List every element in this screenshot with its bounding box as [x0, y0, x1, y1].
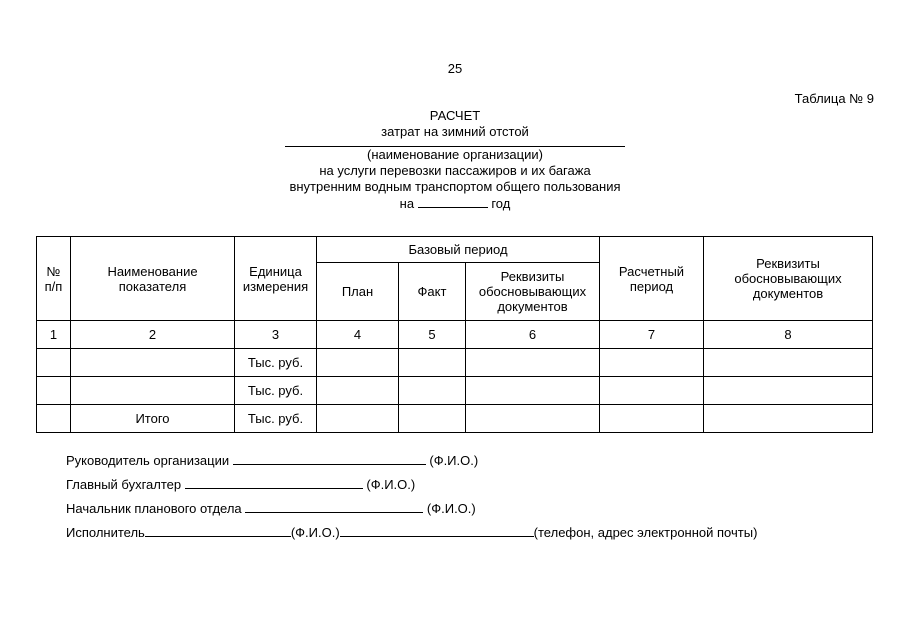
fio-caption: (Ф.И.О.) — [426, 501, 476, 516]
row-name — [71, 377, 235, 405]
column-number: 8 — [704, 321, 873, 349]
row-base-docs — [466, 349, 600, 377]
table-row — [37, 349, 873, 377]
row-name: Итого — [71, 405, 235, 433]
header-base-period: Базовый период — [317, 237, 600, 263]
header-num: № п/п — [37, 237, 71, 321]
signature-blank — [145, 524, 291, 537]
year-suffix: год — [491, 196, 511, 211]
column-number: 2 — [71, 321, 235, 349]
year-blank — [418, 195, 488, 208]
fio-caption: (Ф.И.О.) — [429, 453, 479, 468]
signature-blank — [185, 476, 363, 489]
header-calc-period: Расчетный период — [600, 237, 704, 321]
page-number: 25 — [447, 61, 463, 76]
column-number: 1 — [37, 321, 71, 349]
signature-label: Главный бухгалтер — [66, 477, 182, 492]
header-plan: План — [317, 263, 399, 321]
row-unit: Тыс. руб. — [235, 405, 317, 433]
header-name: Наименование показателя — [71, 237, 235, 321]
contact-blank — [340, 524, 534, 537]
column-number: 4 — [317, 321, 399, 349]
signature-label: Руководитель организации — [66, 453, 230, 468]
column-number: 6 — [466, 321, 600, 349]
table-row — [37, 377, 873, 405]
column-number-row — [37, 321, 873, 349]
signature-head — [66, 452, 478, 468]
signature-blank — [245, 500, 423, 513]
row-num — [37, 405, 71, 433]
row-calc-period — [600, 405, 704, 433]
year-line — [0, 195, 905, 212]
row-docs — [704, 405, 873, 433]
year-prefix: на — [399, 196, 415, 211]
column-number: 7 — [600, 321, 704, 349]
signature-label: Начальник планового отдела — [66, 501, 242, 516]
row-fact — [399, 377, 466, 405]
header-base-docs: Реквизиты обосновывающих документов — [466, 263, 600, 321]
row-docs — [704, 377, 873, 405]
row-docs — [704, 349, 873, 377]
signature-label: Исполнитель — [66, 525, 145, 540]
fio-caption: (Ф.И.О.) — [290, 525, 340, 540]
row-unit: Тыс. руб. — [235, 377, 317, 405]
row-plan — [317, 405, 399, 433]
calculation-table — [36, 236, 873, 433]
total-row — [37, 405, 873, 433]
table-label: Таблица № 9 — [794, 91, 874, 106]
signature-accountant — [66, 476, 415, 492]
row-base-docs — [466, 405, 600, 433]
row-num — [37, 349, 71, 377]
row-calc-period — [600, 377, 704, 405]
row-num — [37, 377, 71, 405]
row-unit: Тыс. руб. — [235, 349, 317, 377]
header-unit: Единица измерения — [235, 237, 317, 321]
document-title — [0, 108, 905, 212]
signature-planning — [66, 500, 476, 516]
signature-executor — [66, 524, 757, 540]
row-fact — [399, 405, 466, 433]
header-fact: Факт — [399, 263, 466, 321]
header-docs: Реквизиты обосновывающих документов — [704, 237, 873, 321]
row-name — [71, 349, 235, 377]
title-line-4: внутренним водным транспортом общего пользования — [289, 179, 621, 194]
row-plan — [317, 377, 399, 405]
column-number: 3 — [235, 321, 317, 349]
row-plan — [317, 349, 399, 377]
column-number: 5 — [399, 321, 466, 349]
title-line-2: затрат на зимний отстой — [381, 124, 529, 139]
title-line-3: на услуги перевозки пассажиров и их багажа — [319, 163, 591, 178]
fio-caption: (Ф.И.О.) — [366, 477, 416, 492]
row-calc-period — [600, 349, 704, 377]
row-fact — [399, 349, 466, 377]
row-base-docs — [466, 377, 600, 405]
org-name-caption: (наименование организации) — [367, 147, 543, 162]
contact-caption: (телефон, адрес электронной почты) — [533, 525, 758, 540]
title-line-1: РАСЧЕТ — [429, 108, 481, 123]
signature-blank — [233, 452, 426, 465]
